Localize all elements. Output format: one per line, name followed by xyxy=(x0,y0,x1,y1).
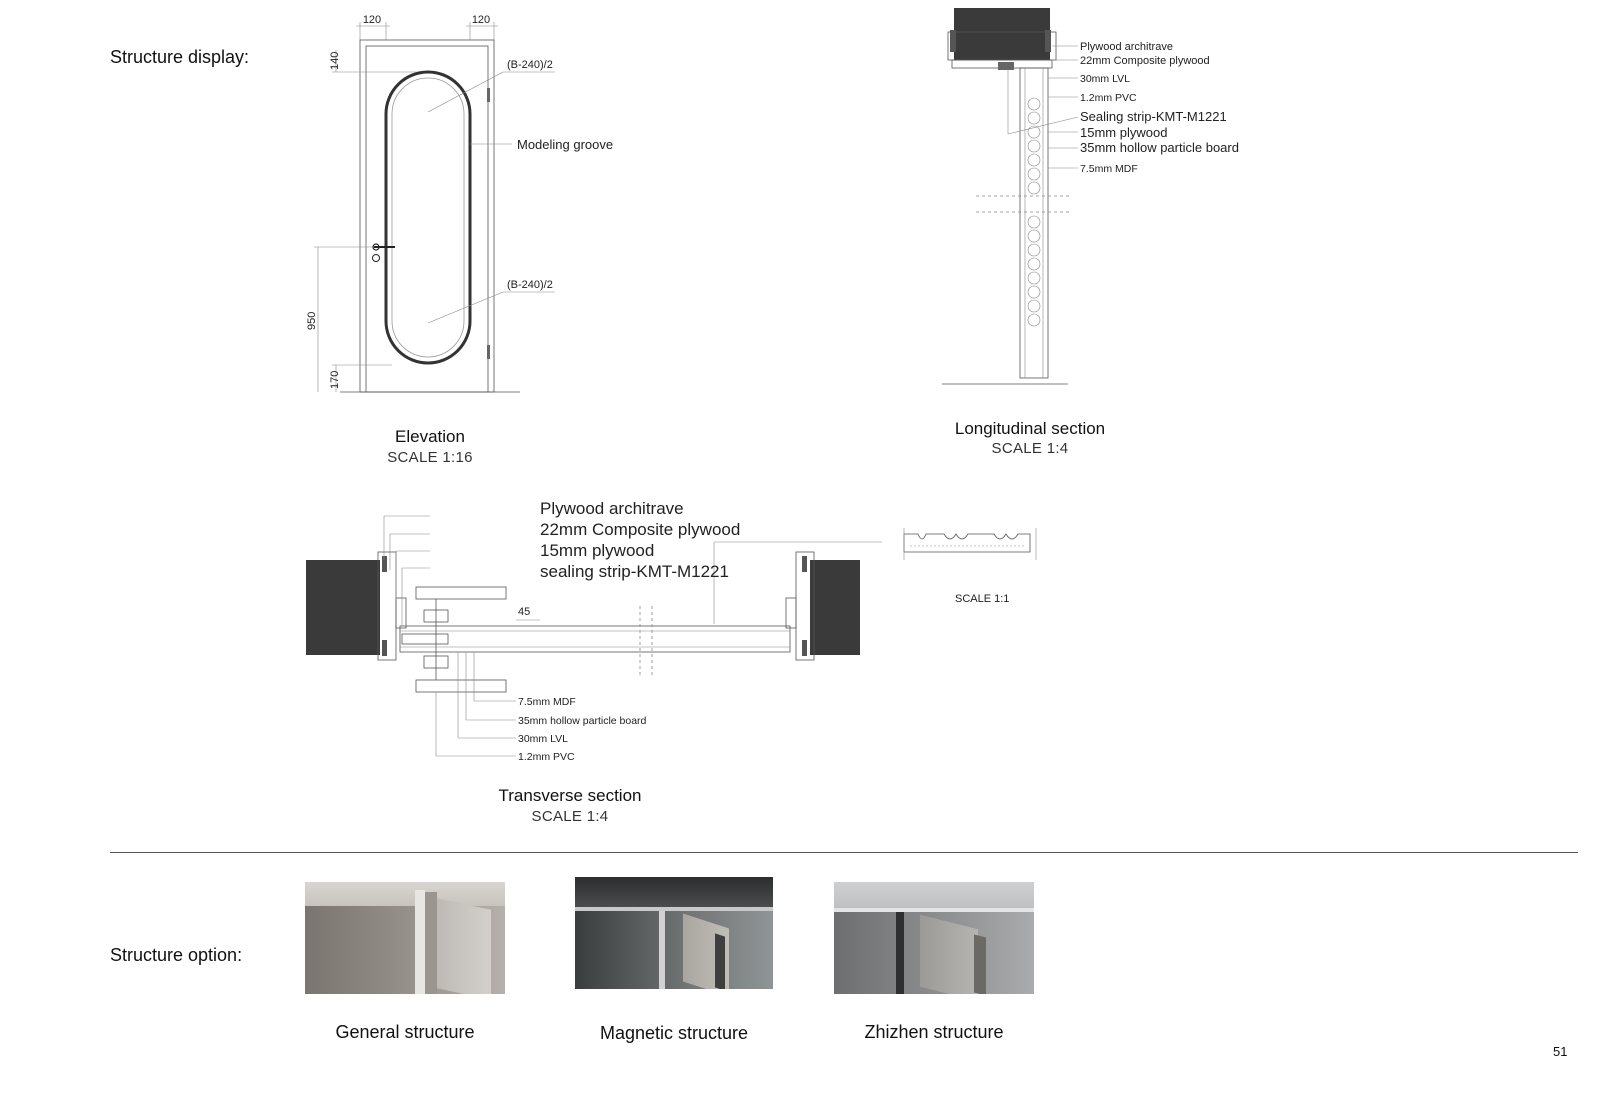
transverse-top-label-2: 22mm Composite plywood xyxy=(540,520,741,539)
label-lower-b: (B-240)/2 xyxy=(507,279,553,291)
dim-top-left: 120 xyxy=(362,14,382,26)
general-structure-photo xyxy=(305,882,505,994)
transverse-detail-scale: SCALE 1:1 xyxy=(955,593,1010,605)
longitudinal-title: Longitudinal section xyxy=(954,419,1106,438)
dim-side-bottom: 170 xyxy=(329,370,341,389)
transverse-top-label-3: 15mm plywood xyxy=(540,541,655,560)
longitudinal-label-2: 22mm Composite plywood xyxy=(1080,55,1210,67)
transverse-title: Transverse section xyxy=(498,786,642,805)
section-divider xyxy=(110,852,1578,853)
structure-option-label: Structure option: xyxy=(110,945,243,965)
dim-side-top: 140 xyxy=(329,51,341,70)
longitudinal-label-3: 30mm LVL xyxy=(1080,73,1130,85)
transverse-scale: SCALE 1:4 xyxy=(531,808,609,825)
general-structure-label: General structure xyxy=(335,1022,475,1042)
longitudinal-scale: SCALE 1:4 xyxy=(991,440,1069,457)
transverse-bottom-label-4: 1.2mm PVC xyxy=(518,751,575,763)
longitudinal-label-6: 15mm plywood xyxy=(1080,125,1168,140)
transverse-bottom-label-2: 35mm hollow particle board xyxy=(518,715,647,727)
elevation-title: Elevation xyxy=(395,427,465,446)
structure-display-label: Structure display: xyxy=(110,47,250,67)
longitudinal-label-8: 7.5mm MDF xyxy=(1080,163,1138,175)
label-upper-b: (B-240)/2 xyxy=(507,59,553,71)
longitudinal-label-1: Plywood architrave xyxy=(1080,41,1173,53)
longitudinal-label-4: 1.2mm PVC xyxy=(1080,92,1137,104)
zhizhen-structure-photo xyxy=(834,882,1034,994)
transverse-top-label-1: Plywood architrave xyxy=(540,499,684,518)
label-modeling-groove: Modeling groove xyxy=(517,137,614,152)
page-number: 51 xyxy=(1553,1044,1568,1059)
transverse-bottom-label-1: 7.5mm MDF xyxy=(518,696,576,708)
zhizhen-structure-label: Zhizhen structure xyxy=(864,1022,1004,1042)
magnetic-structure-label: Magnetic structure xyxy=(599,1023,749,1043)
dim-side-mid: 950 xyxy=(306,311,318,330)
elevation-scale: SCALE 1:16 xyxy=(387,449,473,466)
magnetic-structure-photo xyxy=(575,877,773,989)
dim-top-right: 120 xyxy=(471,14,491,26)
sealing-strip-detail xyxy=(904,528,1036,560)
longitudinal-label-7: 35mm hollow particle board xyxy=(1080,140,1239,155)
transverse-dim-45: 45 xyxy=(518,606,531,618)
longitudinal-label-5: Sealing strip-KMT-M1221 xyxy=(1080,109,1227,124)
transverse-top-label-4: sealing strip-KMT-M1221 xyxy=(540,562,729,581)
transverse-bottom-label-3: 30mm LVL xyxy=(518,733,568,745)
